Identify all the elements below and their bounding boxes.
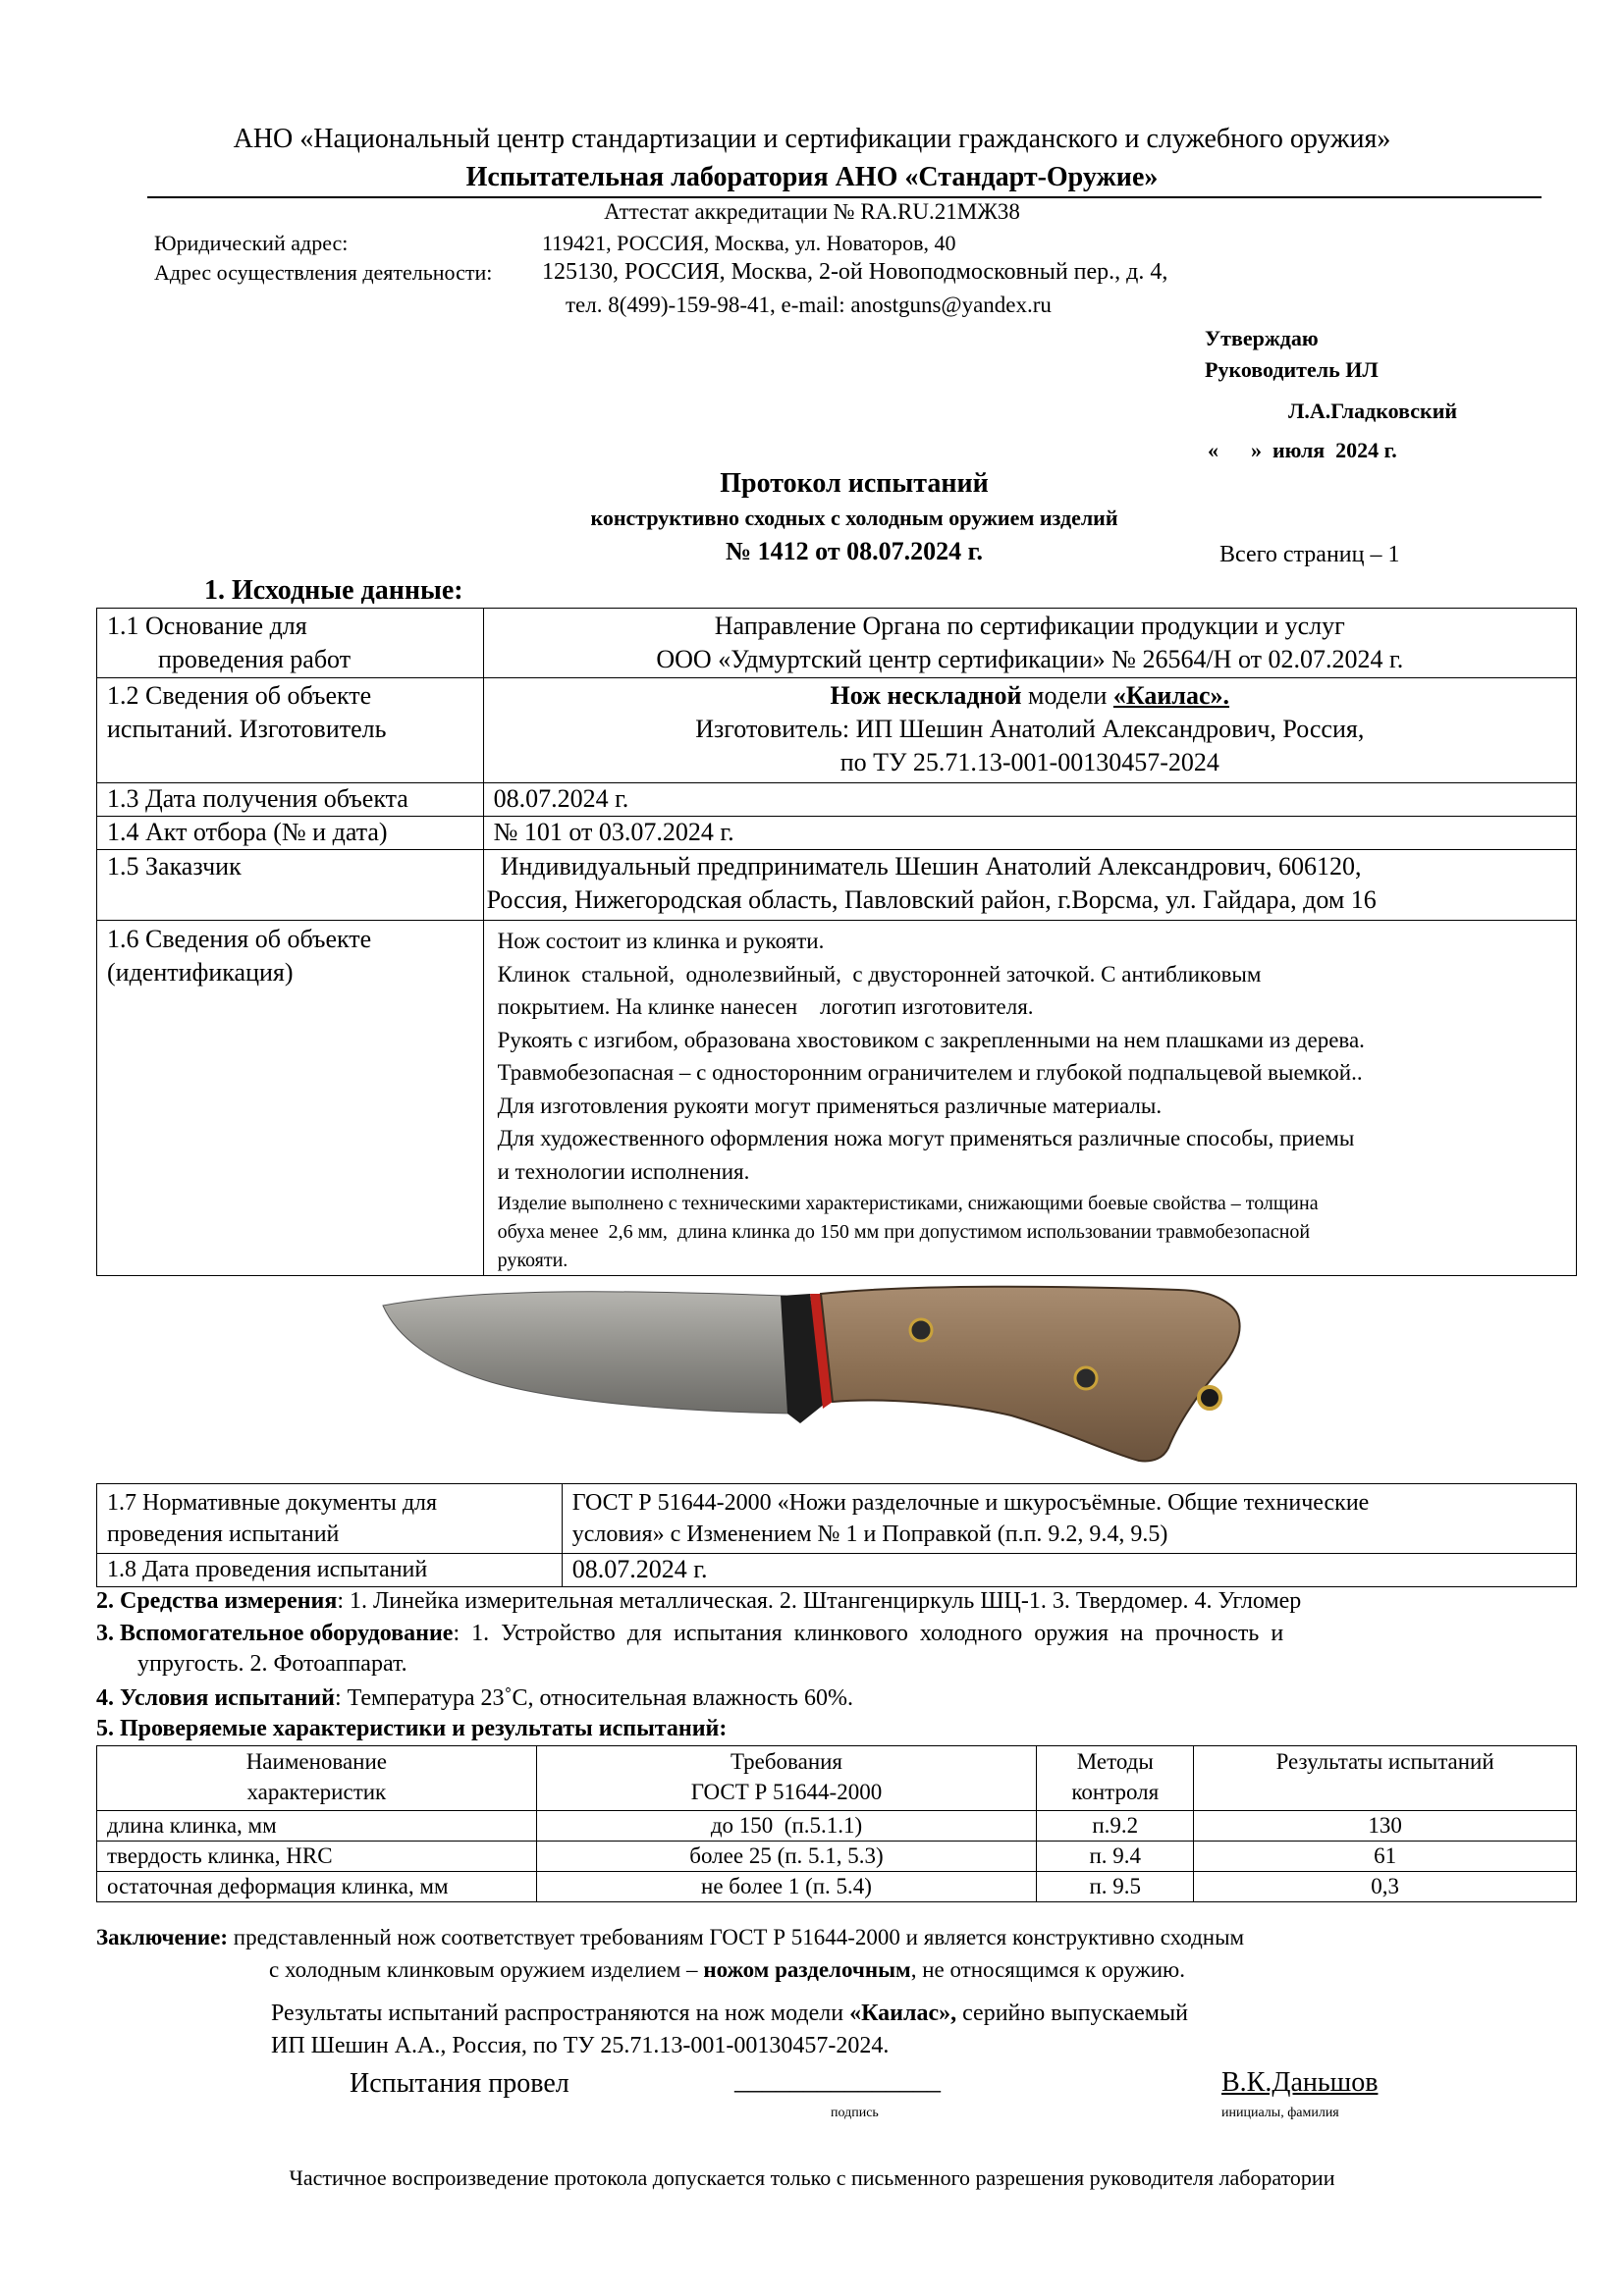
r16-note-line: обуха менее 2,6 мм, длина клинка до 150 мм при допустимом использовании травмобезопасной (497, 1221, 1311, 1243)
conclusion-text-2a: с холодным клинковым оружием изделием – (269, 1957, 704, 1982)
extension-text-1c: серийно выпускаемый (956, 2001, 1188, 2026)
approval-line-1: Утверждаю (1205, 326, 1319, 350)
r11-value-2: ООО «Удмуртский центр сертификации» № 26564/Н от 02.07.2024 г. (656, 645, 1404, 673)
conclusion-line-2 (269, 1957, 1185, 1983)
r12-value-2: Изготовитель: ИП Шешин Анатолий Александрович, Россия, (695, 715, 1365, 743)
header-method-1: Методы (1076, 1749, 1154, 1774)
handle-pin-2 (1075, 1367, 1097, 1389)
section3-text-1: : 1. Устройство для испытания клинкового холодного оружия на прочность и (453, 1621, 1284, 1646)
r16-line: и технологии исполнения. (497, 1158, 750, 1184)
row-result: 0,3 (1194, 1872, 1577, 1902)
row-method: п.9.2 (1037, 1811, 1194, 1842)
row-req: не более 1 (п. 5.4) (536, 1872, 1037, 1902)
legal-address-label: Юридический адрес: (154, 231, 349, 255)
approval-date: « » июля 2024 г. (1208, 438, 1397, 462)
lanyard-hole (1199, 1387, 1220, 1409)
table-row (97, 817, 1577, 850)
r16-note (498, 1190, 1566, 1275)
section5-heading: 5. Проверяемые характеристики и результаты испытаний: (96, 1716, 728, 1741)
r12-value-b: модели (1021, 681, 1113, 710)
row-req: более 25 (п. 5.1, 5.3) (536, 1842, 1037, 1872)
section4-text: : Температура 23˚С, относительная влажность 60%. (334, 1685, 853, 1711)
row-result: 130 (1194, 1811, 1577, 1842)
normative-table (96, 1483, 1577, 1587)
r11-label-1: 1.1 Основание для (107, 612, 307, 640)
r12-label-2: испытаний. Изготовитель (107, 715, 387, 743)
header-name-2: характеристик (246, 1780, 387, 1804)
table-row (97, 1811, 1577, 1842)
table-row (97, 850, 1577, 921)
table-row (97, 1842, 1577, 1872)
extension-line-2: ИП Шешин А.А., Россия, по ТУ 25.71.13-001-00130457-2024. (271, 2033, 890, 2058)
section4-label: 4. Условия испытаний (96, 1685, 335, 1711)
row-req: до 150 (п.5.1.1) (536, 1811, 1037, 1842)
r11-value-1: Направление Органа по сертификации продукции и услуг (714, 612, 1345, 640)
header-method-2: контроля (1071, 1780, 1160, 1804)
conclusion-text-1: представленный нож соответствует требованиям ГОСТ Р 51644-2000 и является конструктивно сходным (228, 1925, 1245, 1949)
signature-label: Испытания провел (350, 2068, 569, 2099)
table-row (97, 678, 1577, 783)
r16-description (498, 925, 1566, 1188)
r15-label: 1.5 Заказчик (97, 850, 484, 921)
protocol-subtitle: конструктивно сходных с холодным оружием изделий (590, 506, 1118, 530)
table-header-row (97, 1746, 1577, 1811)
extension-text-1b: «Каилас», (849, 2001, 957, 2026)
r18-value: 08.07.2024 г. (562, 1554, 1576, 1587)
table-row (97, 1554, 1577, 1587)
r17-label-2: проведения испытаний (107, 1522, 340, 1547)
header-name-1: Наименование (245, 1749, 387, 1774)
section2-text: : 1. Линейка измерительная металлическая. 2. Штангенциркуль ШЦ-1. 3. Твердомер. 4. Угломер (337, 1588, 1302, 1614)
r13-label: 1.3 Дата получения объекта (97, 783, 484, 817)
conclusion-text-2b: ножом разделочным (703, 1957, 911, 1982)
row-name: остаточная деформация клинка, мм (97, 1872, 537, 1902)
header-req-2: ГОСТ Р 51644-2000 (690, 1780, 883, 1804)
approver-name: Л.А.Гладковский (1288, 399, 1458, 423)
r16-note-line: Изделие выполнено с техническими характеристиками, снижающими боевые свойства – толщина (497, 1193, 1319, 1214)
header-req-1: Требования (730, 1749, 843, 1774)
r12-value-a: Нож нескладной (830, 681, 1022, 710)
header-divider (147, 196, 1542, 198)
signature-line-caption: подпись (831, 2106, 879, 2120)
footer-note: Частичное воспроизведение протокола допускается только с письменного разрешения руководителя лаборатории (289, 2165, 1335, 2190)
approval-line-2: Руководитель ИЛ (1205, 357, 1379, 382)
r18-label: 1.8 Дата проведения испытаний (97, 1554, 563, 1587)
handle (821, 1287, 1240, 1462)
signer-name: В.К.Даньшов (1221, 2067, 1379, 2098)
section4 (96, 1685, 853, 1712)
r12-value-3: по ТУ 25.71.13-001-00130457-2024 (839, 748, 1219, 776)
r13-value: 08.07.2024 г. (483, 783, 1576, 817)
row-name: твердость клинка, HRC (97, 1842, 537, 1872)
table-row (97, 1484, 1577, 1554)
r16-line: Травмобезопасная – с односторонним ограничителем и глубокой подпальцевой выемкой.. (497, 1060, 1363, 1085)
row-result: 61 (1194, 1842, 1577, 1872)
r12-value-c: «Каилас». (1112, 681, 1230, 710)
section3-label: 3. Вспомогательное оборудование (96, 1621, 454, 1646)
activity-address-value: 125130, РОССИЯ, Москва, 2-ой Новоподмосковный пер., д. 4, (542, 259, 1168, 285)
results-table (96, 1745, 1577, 1902)
extension-text-1a: Результаты испытаний распространяются на нож модели (271, 2001, 850, 2026)
header-result: Результаты испытаний (1275, 1749, 1494, 1774)
r16-line: Для художественного оформления ножа могут применяться различные способы, приемы (497, 1126, 1355, 1150)
section1-heading: 1. Исходные данные: (204, 575, 463, 606)
conclusion-label: Заключение: (96, 1925, 229, 1949)
table-row (97, 1872, 1577, 1902)
pages-count: Всего страниц – 1 (1219, 542, 1400, 567)
row-method: п. 9.4 (1037, 1842, 1194, 1872)
conclusion-text-2c: , не относящимся к оружию. (910, 1957, 1185, 1982)
handle-pin-1 (910, 1319, 932, 1341)
extension-line-1 (271, 2001, 1188, 2027)
r16-line: Рукоять с изгибом, образована хвостовиком с закрепленными на нем плашками из дерева. (497, 1027, 1365, 1052)
org-line: АНО «Национальный центр стандартизации и сертификации гражданского и служебного оружия» (233, 124, 1391, 154)
row-method: п. 9.5 (1037, 1872, 1194, 1902)
r15-value-1: Индивидуальный предприниматель Шешин Анатолий Александрович, 606120, (500, 852, 1362, 881)
conclusion-line-1 (96, 1925, 1244, 1950)
legal-address-value: 119421, РОССИЯ, Москва, ул. Новаторов, 40 (542, 231, 956, 255)
activity-address-label: Адрес осуществления деятельности: (154, 260, 493, 285)
section3 (96, 1621, 1528, 1647)
protocol-title: Протокол испытаний (720, 468, 989, 499)
r14-label: 1.4 Акт отбора (№ и дата) (97, 817, 484, 850)
section2-label: 2. Средства измерения (96, 1588, 338, 1614)
r16-line: Клинок стальной, однолезвийный, с двусторонней заточкой. С антибликовым (497, 961, 1262, 987)
lab-name: Испытательная лаборатория АНО «Стандарт-Оружие» (465, 162, 1159, 192)
r16-line: Нож состоит из клинка и рукояти. (497, 929, 825, 953)
row-name: длина клинка, мм (97, 1811, 537, 1842)
knife-photo (363, 1276, 1306, 1482)
r11-label-2: проведения работ (158, 645, 352, 673)
r16-note-line: рукояти. (497, 1250, 568, 1271)
r12-label-1: 1.2 Сведения об объекте (107, 681, 372, 710)
r17-value-1: ГОСТ Р 51644-2000 «Ножи разделочные и шкуросъёмные. Общие технические (571, 1490, 1370, 1516)
accreditation: Аттестат аккредитации № RA.RU.21МЖ38 (604, 199, 1020, 224)
table-row (97, 783, 1577, 817)
r16-label-1: 1.6 Сведения об объекте (107, 925, 372, 953)
table-row (97, 921, 1577, 1276)
section2 (96, 1588, 1589, 1615)
signature-line: _______________ (734, 2065, 941, 2096)
protocol-number: № 1412 от 08.07.2024 г. (726, 537, 983, 565)
section3-text-2: упругость. 2. Фотоаппарат. (137, 1651, 407, 1677)
initial-data-table (96, 608, 1577, 1276)
r14-value: № 101 от 03.07.2024 г. (483, 817, 1576, 850)
r16-line: покрытием. На клинке нанесен логотип изготовителя. (497, 994, 1034, 1019)
blade (383, 1292, 791, 1414)
r17-label-1: 1.7 Нормативные документы для (107, 1490, 438, 1516)
signer-name-caption: инициалы, фамилия (1221, 2106, 1339, 2120)
r16-label-2: (идентификация) (107, 958, 294, 987)
r15-value-2: Россия, Нижегородская область, Павловский район, г.Ворсма, ул. Гайдара, дом 16 (486, 885, 1377, 914)
table-row (97, 609, 1577, 678)
r16-line: Для изготовления рукояти могут применяться различные материалы. (497, 1093, 1163, 1118)
contacts: тел. 8(499)-159-98-41, e-mail: anostguns@yandex.ru (566, 293, 1052, 317)
r17-value-2: условия» с Изменением № 1 и Поправкой (п.п. 9.2, 9.4, 9.5) (571, 1522, 1168, 1547)
